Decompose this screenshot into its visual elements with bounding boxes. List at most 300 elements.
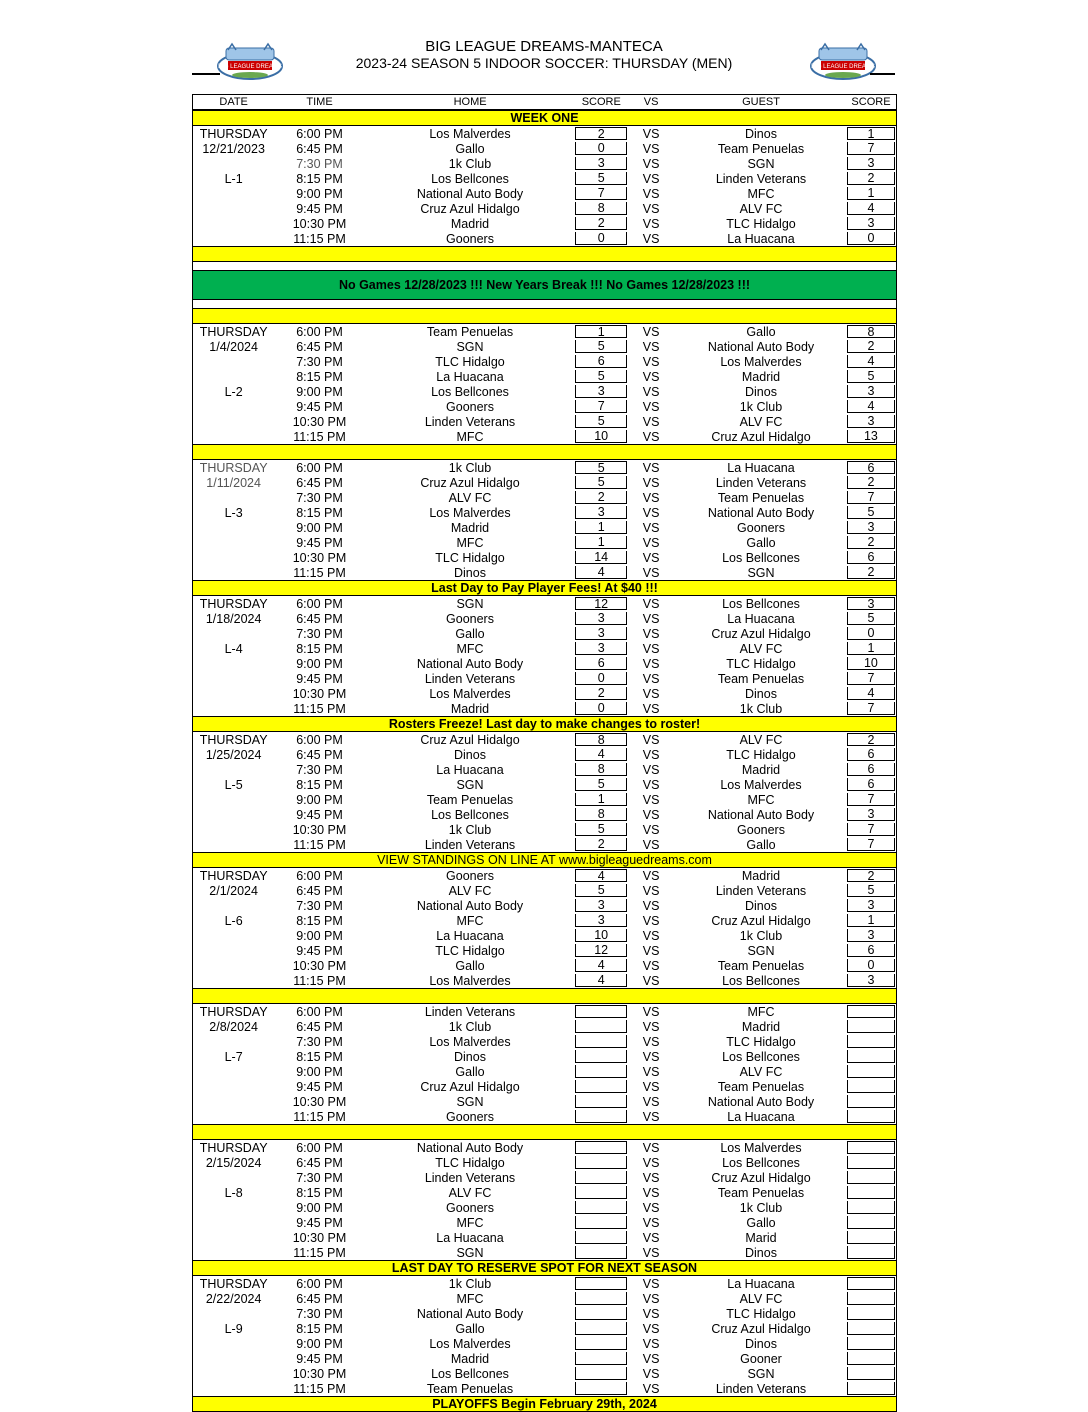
stadium-logo-right bbox=[809, 42, 877, 82]
vs-cell: VS bbox=[642, 156, 660, 171]
guest-team-cell: Los Bellcones bbox=[722, 1155, 800, 1170]
game-row bbox=[193, 354, 896, 369]
week-banner bbox=[193, 988, 896, 1004]
guest-team-cell: Team Penuelas bbox=[717, 1185, 805, 1200]
home-score-cell: 2 bbox=[575, 838, 627, 851]
time-cell: 6:45 PM bbox=[296, 339, 343, 354]
vs-cell: VS bbox=[642, 201, 660, 216]
guest-team-cell: Dinos bbox=[745, 1336, 777, 1351]
vs-cell: VS bbox=[642, 520, 660, 535]
vs-cell: VS bbox=[642, 883, 660, 898]
guest-team-cell: La Huacana bbox=[727, 1109, 795, 1124]
guest-team-cell: La Huacana bbox=[727, 1276, 795, 1291]
home-score-cell bbox=[575, 1322, 627, 1335]
guest-team-cell: Gooners bbox=[737, 822, 785, 837]
date-cell: 2/22/2024 bbox=[205, 1291, 262, 1306]
home-team-cell: MFC bbox=[456, 429, 484, 444]
game-row bbox=[193, 156, 896, 171]
guest-score-cell: 3 bbox=[847, 808, 895, 821]
time-cell: 6:00 PM bbox=[296, 460, 343, 475]
game-row bbox=[193, 837, 896, 852]
guest-team-cell: Team Penuelas bbox=[717, 1079, 805, 1094]
guest-score-cell bbox=[847, 1292, 895, 1305]
home-score-cell bbox=[575, 1186, 627, 1199]
vs-cell: VS bbox=[642, 807, 660, 822]
game-row bbox=[193, 535, 896, 550]
guest-team-cell: Los Bellcones bbox=[722, 550, 800, 565]
home-team-cell: SGN bbox=[456, 1245, 484, 1260]
guest-score-cell: 7 bbox=[847, 672, 895, 685]
game-row bbox=[193, 1351, 896, 1366]
vs-cell: VS bbox=[642, 958, 660, 973]
game-row bbox=[193, 747, 896, 762]
home-team-cell: National Auto Body bbox=[416, 898, 524, 913]
home-team-cell: Linden Veterans bbox=[424, 671, 516, 686]
home-team-cell: Cruz Azul Hidalgo bbox=[420, 201, 520, 216]
time-cell: 11:15 PM bbox=[293, 565, 346, 580]
game-row bbox=[193, 973, 896, 988]
date-cell: THURSDAY bbox=[199, 868, 268, 883]
home-score-cell: 8 bbox=[575, 808, 627, 821]
guest-score-cell bbox=[847, 1110, 895, 1123]
vs-cell: VS bbox=[642, 475, 660, 490]
home-score-cell: 3 bbox=[575, 627, 627, 640]
home-score-cell: 4 bbox=[575, 869, 627, 882]
guest-team-cell: 1k Club bbox=[739, 701, 783, 716]
time-cell: 8:15 PM bbox=[296, 1321, 343, 1336]
home-team-cell: Team Penuelas bbox=[426, 792, 514, 807]
guest-score-cell: 2 bbox=[847, 869, 895, 882]
title-block bbox=[0, 38, 1088, 72]
date-cell: 1/4/2024 bbox=[209, 339, 258, 354]
guest-team-cell: ALV FC bbox=[739, 201, 783, 216]
vs-cell: VS bbox=[642, 1185, 660, 1200]
home-team-cell: SGN bbox=[456, 1094, 484, 1109]
vs-cell: VS bbox=[642, 656, 660, 671]
guest-score-cell bbox=[847, 1141, 895, 1154]
home-team-cell: 1k Club bbox=[448, 156, 492, 171]
game-row bbox=[193, 701, 896, 716]
home-score-cell bbox=[575, 1080, 627, 1093]
time-cell: 9:00 PM bbox=[296, 384, 343, 399]
col-time: TIME bbox=[306, 96, 333, 108]
col-score-guest: SCORE bbox=[851, 96, 891, 108]
vs-cell: VS bbox=[642, 1245, 660, 1260]
guest-team-cell: SGN bbox=[747, 156, 775, 171]
guest-team-cell: Dinos bbox=[745, 126, 777, 141]
time-cell: 10:30 PM bbox=[292, 216, 347, 231]
guest-score-cell: 6 bbox=[847, 763, 895, 776]
title-rule-right bbox=[870, 73, 895, 75]
time-cell: 9:00 PM bbox=[296, 186, 343, 201]
guest-score-cell: 6 bbox=[847, 944, 895, 957]
vs-cell: VS bbox=[642, 777, 660, 792]
date-cell: L-6 bbox=[224, 913, 243, 928]
vs-cell: VS bbox=[642, 384, 660, 399]
guest-score-cell: 2 bbox=[847, 340, 895, 353]
home-score-cell: 5 bbox=[575, 340, 627, 353]
vs-cell: VS bbox=[642, 369, 660, 384]
home-score-cell: 6 bbox=[575, 355, 627, 368]
guest-team-cell: ALV FC bbox=[739, 1064, 783, 1079]
vs-cell: VS bbox=[642, 565, 660, 580]
home-score-cell: 4 bbox=[575, 974, 627, 987]
time-cell: 8:15 PM bbox=[296, 913, 343, 928]
vs-cell: VS bbox=[642, 171, 660, 186]
guest-team-cell: Madrid bbox=[741, 369, 781, 384]
guest-team-cell: Team Penuelas bbox=[717, 958, 805, 973]
home-team-cell: Los Malverdes bbox=[429, 686, 511, 701]
guest-score-cell bbox=[847, 1156, 895, 1169]
home-score-cell: 5 bbox=[575, 823, 627, 836]
time-cell: 6:00 PM bbox=[296, 596, 343, 611]
date-cell: THURSDAY bbox=[199, 460, 268, 475]
game-row bbox=[193, 369, 896, 384]
guest-team-cell: Gooner bbox=[740, 1351, 782, 1366]
vs-cell: VS bbox=[642, 1019, 660, 1034]
home-team-cell: Gooners bbox=[446, 1200, 494, 1215]
vs-cell: VS bbox=[642, 1336, 660, 1351]
vs-cell: VS bbox=[642, 1155, 660, 1170]
vs-cell: VS bbox=[642, 505, 660, 520]
time-cell: 9:00 PM bbox=[296, 1336, 343, 1351]
col-vs: VS bbox=[643, 96, 659, 108]
home-team-cell: La Huacana bbox=[436, 1230, 504, 1245]
time-cell: 7:30 PM bbox=[296, 898, 343, 913]
game-row bbox=[193, 792, 896, 807]
logo-text-right: BIG LEAGUE DREAMS bbox=[811, 64, 875, 70]
time-cell: 9:45 PM bbox=[296, 201, 343, 216]
guest-team-cell: Los Bellcones bbox=[722, 1049, 800, 1064]
guest-team-cell: MFC bbox=[747, 1004, 775, 1019]
time-cell: 9:00 PM bbox=[296, 520, 343, 535]
home-team-cell: Linden Veterans bbox=[424, 837, 516, 852]
game-row bbox=[193, 611, 896, 626]
game-row bbox=[193, 1049, 896, 1064]
home-score-cell bbox=[575, 1292, 627, 1305]
guest-team-cell: TLC Hidalgo bbox=[726, 656, 796, 671]
game-row bbox=[193, 1004, 896, 1019]
vs-cell: VS bbox=[642, 1034, 660, 1049]
game-row bbox=[193, 384, 896, 399]
time-cell: 11:15 PM bbox=[293, 429, 346, 444]
week-section bbox=[193, 580, 896, 716]
home-team-cell: TLC Hidalgo bbox=[435, 550, 505, 565]
guest-score-cell: 7 bbox=[847, 702, 895, 715]
guest-score-cell bbox=[847, 1171, 895, 1184]
guest-score-cell: 7 bbox=[847, 142, 895, 155]
guest-team-cell: Linden Veterans bbox=[715, 171, 807, 186]
guest-score-cell: 2 bbox=[847, 476, 895, 489]
time-cell: 11:15 PM bbox=[293, 1381, 346, 1396]
guest-score-cell bbox=[847, 1216, 895, 1229]
vs-cell: VS bbox=[642, 141, 660, 156]
date-cell: 2/1/2024 bbox=[209, 883, 258, 898]
date-cell: 12/21/2023 bbox=[202, 141, 265, 156]
time-cell: 6:00 PM bbox=[296, 732, 343, 747]
vs-cell: VS bbox=[642, 1381, 660, 1396]
home-team-cell: Gallo bbox=[455, 1064, 485, 1079]
guest-score-cell: 5 bbox=[847, 370, 895, 383]
home-score-cell: 1 bbox=[575, 536, 627, 549]
guest-team-cell: Madrid bbox=[741, 1019, 781, 1034]
home-team-cell: Dinos bbox=[454, 747, 486, 762]
vs-cell: VS bbox=[642, 1351, 660, 1366]
guest-team-cell: TLC Hidalgo bbox=[726, 1306, 796, 1321]
guest-score-cell: 3 bbox=[847, 929, 895, 942]
guest-score-cell: 0 bbox=[847, 627, 895, 640]
guest-score-cell: 3 bbox=[847, 521, 895, 534]
home-team-cell: ALV FC bbox=[448, 490, 492, 505]
home-team-cell: MFC bbox=[456, 1215, 484, 1230]
time-cell: 9:45 PM bbox=[296, 943, 343, 958]
guest-score-cell: 4 bbox=[847, 400, 895, 413]
vs-cell: VS bbox=[642, 762, 660, 777]
game-row bbox=[193, 201, 896, 216]
date-cell: L-8 bbox=[224, 1185, 243, 1200]
guest-team-cell: Gallo bbox=[746, 1215, 776, 1230]
time-cell: 9:45 PM bbox=[296, 807, 343, 822]
home-team-cell: National Auto Body bbox=[416, 1140, 524, 1155]
guest-score-cell bbox=[847, 1080, 895, 1093]
home-team-cell: MFC bbox=[456, 1291, 484, 1306]
week-section bbox=[193, 988, 896, 1124]
guest-score-cell: 6 bbox=[847, 748, 895, 761]
game-row bbox=[193, 822, 896, 837]
guest-score-cell: 3 bbox=[847, 217, 895, 230]
guest-team-cell: Los Bellcones bbox=[722, 596, 800, 611]
home-score-cell bbox=[575, 1307, 627, 1320]
time-cell: 9:00 PM bbox=[296, 928, 343, 943]
home-score-cell bbox=[575, 1141, 627, 1154]
game-row bbox=[193, 898, 896, 913]
home-score-cell: 4 bbox=[575, 566, 627, 579]
home-team-cell: 1k Club bbox=[448, 822, 492, 837]
vs-cell: VS bbox=[642, 596, 660, 611]
vs-cell: VS bbox=[642, 186, 660, 201]
week-banner: WEEK ONE bbox=[193, 110, 896, 126]
home-team-cell: MFC bbox=[456, 913, 484, 928]
guest-score-cell bbox=[847, 1307, 895, 1320]
col-date: DATE bbox=[219, 96, 248, 108]
guest-team-cell: Cruz Azul Hidalgo bbox=[711, 626, 811, 641]
game-row bbox=[193, 1155, 896, 1170]
home-team-cell: Los Malverdes bbox=[429, 505, 511, 520]
game-row bbox=[193, 958, 896, 973]
home-team-cell: SGN bbox=[456, 777, 484, 792]
home-team-cell: MFC bbox=[456, 641, 484, 656]
home-score-cell bbox=[575, 1035, 627, 1048]
week-section bbox=[193, 246, 896, 444]
vs-cell: VS bbox=[642, 1094, 660, 1109]
game-row bbox=[193, 171, 896, 186]
time-cell: 7:30 PM bbox=[296, 354, 343, 369]
home-score-cell: 0 bbox=[575, 702, 627, 715]
week-section bbox=[193, 1260, 896, 1396]
col-score-home: SCORE bbox=[581, 96, 621, 108]
time-cell: 11:15 PM bbox=[293, 1245, 346, 1260]
vs-cell: VS bbox=[642, 231, 660, 246]
game-row bbox=[193, 807, 896, 822]
guest-team-cell: National Auto Body bbox=[707, 1094, 815, 1109]
home-score-cell bbox=[575, 1020, 627, 1033]
game-row bbox=[193, 1109, 896, 1124]
game-row bbox=[193, 324, 896, 339]
guest-score-cell: 3 bbox=[847, 899, 895, 912]
guest-score-cell: 4 bbox=[847, 355, 895, 368]
date-cell: THURSDAY bbox=[199, 324, 268, 339]
week-section bbox=[193, 444, 896, 580]
vs-cell: VS bbox=[642, 1215, 660, 1230]
vs-cell: VS bbox=[642, 747, 660, 762]
time-cell: 8:15 PM bbox=[296, 171, 343, 186]
game-row bbox=[193, 1366, 896, 1381]
home-team-cell: Madrid bbox=[450, 216, 490, 231]
time-cell: 9:45 PM bbox=[296, 1215, 343, 1230]
date-cell: 1/25/2024 bbox=[205, 747, 262, 762]
guest-team-cell: Madrid bbox=[741, 762, 781, 777]
guest-score-cell: 7 bbox=[847, 793, 895, 806]
page-title: BIG LEAGUE DREAMS-MANTECA bbox=[425, 38, 663, 55]
home-team-cell: Cruz Azul Hidalgo bbox=[420, 475, 520, 490]
guest-team-cell: Linden Veterans bbox=[715, 1381, 807, 1396]
home-team-cell: TLC Hidalgo bbox=[435, 943, 505, 958]
time-cell: 6:00 PM bbox=[296, 126, 343, 141]
game-row bbox=[193, 475, 896, 490]
vs-cell: VS bbox=[642, 1200, 660, 1215]
home-team-cell: Los Malverdes bbox=[429, 1034, 511, 1049]
guest-team-cell: Team Penuelas bbox=[717, 671, 805, 686]
game-row bbox=[193, 686, 896, 701]
guest-team-cell: Dinos bbox=[745, 1245, 777, 1260]
home-score-cell: 5 bbox=[575, 370, 627, 383]
time-cell: 6:45 PM bbox=[296, 883, 343, 898]
home-score-cell bbox=[575, 1352, 627, 1365]
home-team-cell: Madrid bbox=[450, 701, 490, 716]
vs-cell: VS bbox=[642, 1276, 660, 1291]
guest-score-cell: 4 bbox=[847, 687, 895, 700]
home-team-cell: La Huacana bbox=[436, 928, 504, 943]
vs-cell: VS bbox=[642, 216, 660, 231]
guest-team-cell: Los Bellcones bbox=[722, 973, 800, 988]
game-row bbox=[193, 339, 896, 354]
week-section bbox=[193, 852, 896, 988]
home-team-cell: Gooners bbox=[446, 1109, 494, 1124]
vs-cell: VS bbox=[642, 429, 660, 444]
guest-team-cell: Dinos bbox=[745, 384, 777, 399]
guest-team-cell: La Huacana bbox=[727, 611, 795, 626]
game-row bbox=[193, 1034, 896, 1049]
game-row bbox=[193, 520, 896, 535]
week-section bbox=[193, 110, 896, 246]
guest-team-cell: Cruz Azul Hidalgo bbox=[711, 1321, 811, 1336]
date-cell: L-5 bbox=[224, 777, 243, 792]
home-team-cell: Los Malverdes bbox=[429, 973, 511, 988]
home-score-cell bbox=[575, 1156, 627, 1169]
guest-score-cell: 7 bbox=[847, 838, 895, 851]
guest-score-cell bbox=[847, 1367, 895, 1380]
home-score-cell: 4 bbox=[575, 959, 627, 972]
time-cell: 6:00 PM bbox=[296, 324, 343, 339]
vs-cell: VS bbox=[642, 626, 660, 641]
home-team-cell: Team Penuelas bbox=[426, 324, 514, 339]
home-team-cell: National Auto Body bbox=[416, 656, 524, 671]
home-score-cell bbox=[575, 1367, 627, 1380]
home-team-cell: Cruz Azul Hidalgo bbox=[420, 732, 520, 747]
home-score-cell: 3 bbox=[575, 506, 627, 519]
home-score-cell: 7 bbox=[575, 400, 627, 413]
guest-team-cell: ALV FC bbox=[739, 1291, 783, 1306]
game-row bbox=[193, 1094, 896, 1109]
game-row bbox=[193, 231, 896, 246]
home-score-cell: 0 bbox=[575, 232, 627, 245]
vs-cell: VS bbox=[642, 354, 660, 369]
guest-team-cell: Los Malverdes bbox=[720, 354, 802, 369]
vs-cell: VS bbox=[642, 1140, 660, 1155]
home-score-cell: 3 bbox=[575, 914, 627, 927]
home-team-cell: ALV FC bbox=[448, 1185, 492, 1200]
game-row bbox=[193, 1336, 896, 1351]
home-score-cell: 12 bbox=[575, 944, 627, 957]
game-row bbox=[193, 505, 896, 520]
guest-team-cell: Dinos bbox=[745, 898, 777, 913]
guest-score-cell bbox=[847, 1050, 895, 1063]
home-team-cell: Los Bellcones bbox=[431, 171, 509, 186]
guest-team-cell: 1k Club bbox=[739, 928, 783, 943]
time-cell: 11:15 PM bbox=[293, 231, 346, 246]
time-cell: 10:30 PM bbox=[292, 1366, 347, 1381]
vs-cell: VS bbox=[642, 490, 660, 505]
game-row bbox=[193, 1291, 896, 1306]
home-score-cell: 8 bbox=[575, 202, 627, 215]
game-row bbox=[193, 883, 896, 898]
guest-team-cell: TLC Hidalgo bbox=[726, 216, 796, 231]
guest-score-cell: 6 bbox=[847, 778, 895, 791]
game-row bbox=[193, 1079, 896, 1094]
title-rule-left bbox=[192, 73, 220, 75]
date-cell: 1/11/2024 bbox=[206, 475, 261, 490]
time-cell: 11:15 PM bbox=[293, 1109, 346, 1124]
guest-score-cell: 2 bbox=[847, 566, 895, 579]
table-header bbox=[193, 94, 896, 110]
date-cell: 2/15/2024 bbox=[205, 1155, 262, 1170]
home-team-cell: Team Penuelas bbox=[426, 1381, 514, 1396]
guest-team-cell: TLC Hidalgo bbox=[726, 747, 796, 762]
guest-team-cell: National Auto Body bbox=[707, 807, 815, 822]
time-cell: 7:30 PM bbox=[296, 1170, 343, 1185]
time-cell: 9:45 PM bbox=[296, 535, 343, 550]
home-score-cell: 14 bbox=[575, 551, 627, 564]
home-team-cell: SGN bbox=[456, 596, 484, 611]
time-cell: 9:45 PM bbox=[296, 399, 343, 414]
game-row bbox=[193, 1230, 896, 1245]
vs-cell: VS bbox=[642, 1079, 660, 1094]
home-team-cell: SGN bbox=[456, 339, 484, 354]
time-cell: 8:15 PM bbox=[296, 641, 343, 656]
game-row bbox=[193, 1321, 896, 1336]
vs-cell: VS bbox=[642, 550, 660, 565]
guest-score-cell bbox=[847, 1277, 895, 1290]
time-cell: 9:00 PM bbox=[296, 1064, 343, 1079]
guest-score-cell: 10 bbox=[847, 657, 895, 670]
guest-team-cell: Linden Veterans bbox=[715, 475, 807, 490]
guest-team-cell: Cruz Azul Hidalgo bbox=[711, 429, 811, 444]
home-team-cell: 1k Club bbox=[448, 460, 492, 475]
home-team-cell: TLC Hidalgo bbox=[435, 354, 505, 369]
guest-team-cell: Gallo bbox=[746, 324, 776, 339]
home-score-cell: 1 bbox=[575, 793, 627, 806]
time-cell: 6:45 PM bbox=[296, 747, 343, 762]
